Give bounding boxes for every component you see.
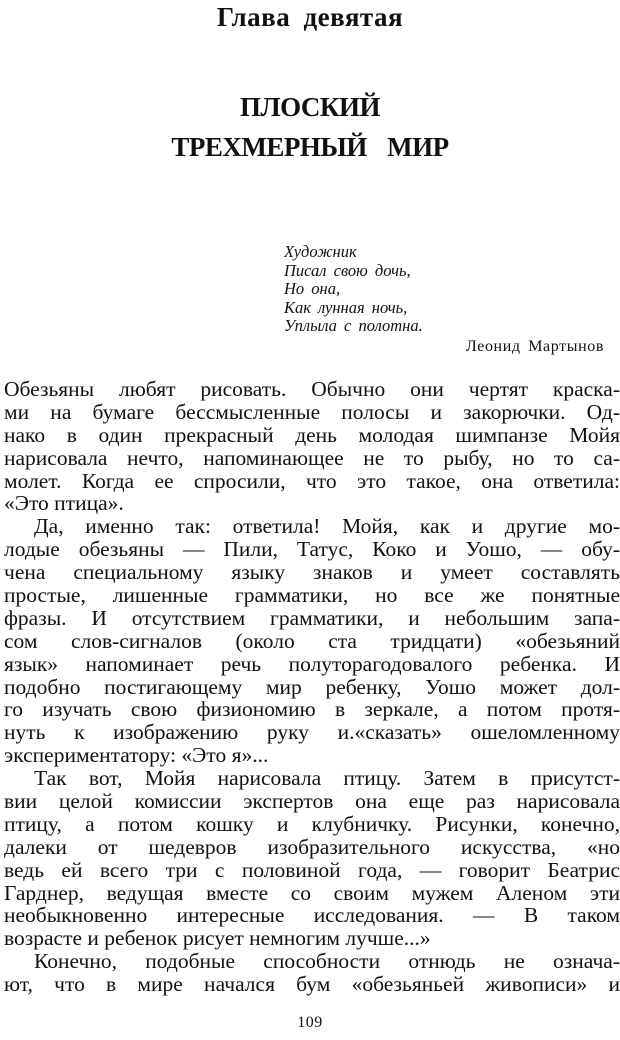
body-line: язык» напоминает речь полуторагодовалого ребенка. И bbox=[4, 651, 620, 676]
body-line: Обезьяны любят рисовать. Обычно они чертят краска- bbox=[4, 377, 620, 401]
body-line: необыкновенно интересные исследования. — В таком bbox=[4, 903, 620, 928]
body-line: ми на бумаге бессмысленные полосы и закорючки. Од- bbox=[4, 399, 620, 424]
body-line: возрасте и ребенок рисует немногим лучше...» bbox=[4, 926, 431, 951]
body-line: вии целой комиссии экспертов она еще раз нарисовала bbox=[4, 789, 620, 814]
body-line: нарисовала нечто, напоминающее не то рыбу, но то са- bbox=[4, 445, 620, 470]
body-line: далеки от шедевров изобразительного искусства, «но bbox=[4, 834, 620, 859]
body-line: молет. Когда ее спросили, что это такое, она ответила: bbox=[4, 468, 620, 493]
body-line: Конечно, подобные способности отнюдь не означа- bbox=[34, 949, 620, 974]
body-line: ведь ей всего три с половиной года, — говорит Беатрис bbox=[4, 857, 620, 882]
body-line: Да, именно так: ответила! Мойя, как и другие мо- bbox=[34, 514, 620, 539]
body-line: фразы. И отсутствием грамматики, и небольшим запа- bbox=[4, 605, 620, 630]
body-line: нуть к изображению руку и.«сказать» ошеломленному bbox=[4, 720, 620, 745]
body-line: чена специальному языку знаков и умеет составлять bbox=[4, 560, 620, 585]
body-line: птицу, а потом кошку и клубничку. Рисунки, конечно, bbox=[4, 811, 620, 836]
body-line: простые, лишенные грамматики, но все же понятные bbox=[4, 583, 620, 608]
epigraph-line: Уплыла с полотна. bbox=[284, 316, 423, 336]
body-line: Гарднер, ведущая вместе со своим мужем Аленом эти bbox=[4, 880, 620, 905]
body-line: Так вот, Мойя нарисовала птицу. Затем в присутст- bbox=[34, 766, 620, 791]
body-text bbox=[4, 378, 620, 996]
epigraph-line: Писал свою дочь, bbox=[284, 260, 411, 280]
body-line: сом слов-сигналов (около ста тридцати) «обезьяний bbox=[4, 628, 620, 653]
page-number: 109 bbox=[297, 1014, 323, 1031]
body-line: ют, что в мире начался бум «обезьяньей живописи» и bbox=[4, 972, 620, 997]
chapter-title-line-1: ПЛОСКИЙ bbox=[239, 92, 381, 122]
chapter-label: Глава девятая bbox=[216, 2, 404, 32]
body-line: лодые обезьяны — Пили, Татус, Коко и Уошо, — обу- bbox=[4, 537, 620, 562]
chapter-title-line-2: ТРЕХМЕРНЫЙ МИР bbox=[171, 132, 449, 162]
body-line: подобно постигающему мир ребенку, Уошо может дол- bbox=[4, 674, 620, 699]
epigraph-line: Но она, bbox=[284, 279, 341, 299]
body-line: го изучать свою физиономию в зеркале, а потом протя- bbox=[4, 697, 620, 722]
body-line: «Это птица». bbox=[4, 491, 124, 516]
epigraph-author: Леонид Мартынов bbox=[465, 338, 604, 355]
epigraph-line: Как лунная ночь, bbox=[284, 297, 408, 317]
body-line: нако в один прекрасный день молодая шимпанзе Мойя bbox=[4, 422, 620, 447]
body-line: экспериментатору: «Это я»... bbox=[4, 743, 269, 768]
epigraph bbox=[284, 243, 604, 336]
epigraph-line: Художник bbox=[284, 242, 357, 261]
